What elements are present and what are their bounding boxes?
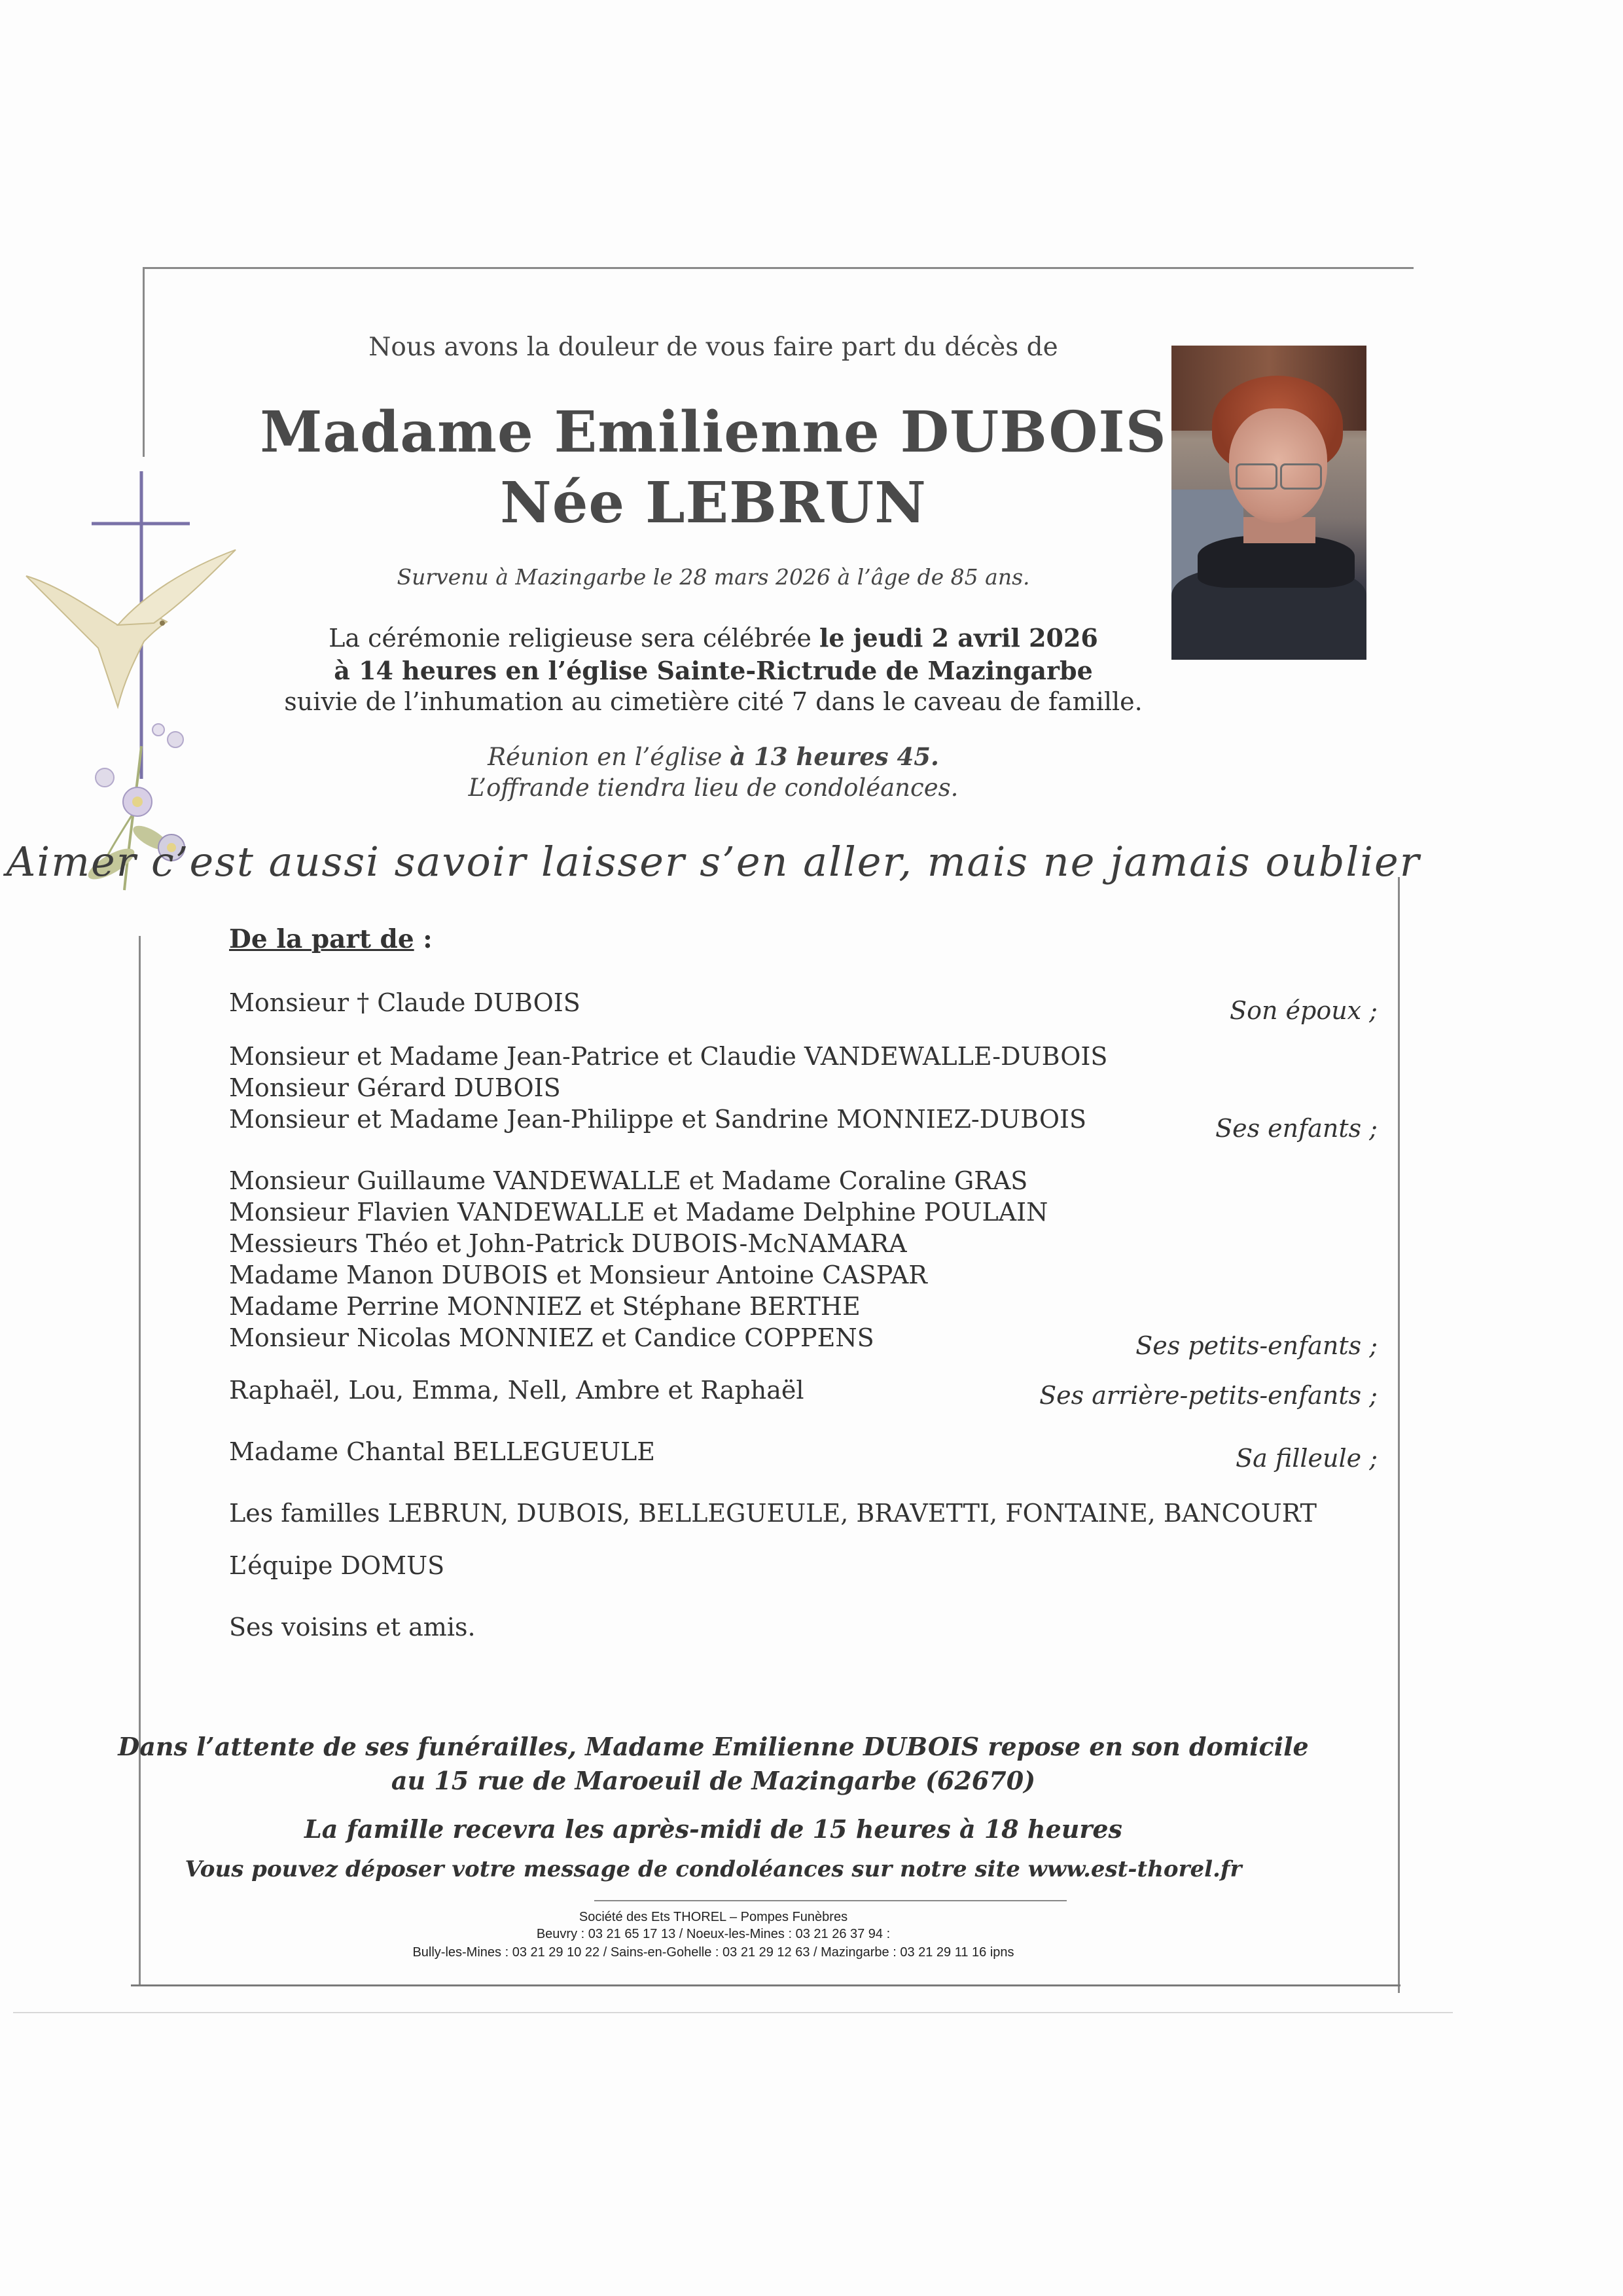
maiden-name: Née LEBRUN: [500, 470, 927, 536]
family-line: Monsieur et Madame Jean-Philippe et Sandrine MONNIEZ-DUBOIS: [229, 1105, 1087, 1134]
relation-label: Ses arrière-petits-enfants ;: [1039, 1381, 1378, 1410]
offrande-text: L’offrande tiendra lieu de condoléances.: [468, 774, 959, 802]
family-line: Monsieur et Madame Jean-Patrice et Claudie VANDEWALLE-DUBOIS: [229, 1042, 1108, 1071]
memorial-quote: Aimer c’est aussi savoir laisser s’en aller, mais ne jamais oublier: [6, 838, 1421, 886]
company-phones-1: Beuvry : 03 21 65 17 13 / Noeux-les-Mines : 03 21 26 37 94 :: [536, 1927, 891, 1941]
family-line: Ses voisins et amis.: [229, 1613, 476, 1641]
family-line: Monsieur Guillaume VANDEWALLE et Madame Coraline GRAS: [229, 1166, 1028, 1195]
company-name: Société des Ets THOREL – Pompes Funèbres: [579, 1910, 848, 1924]
family-line: Monsieur Nicolas MONNIEZ et Candice COPPENS: [229, 1323, 874, 1352]
family-line: Monsieur † Claude DUBOIS: [229, 988, 580, 1017]
family-line: Les familles LEBRUN, DUBOIS, BELLEGUEULE, BRAVETTI, FONTAINE, BANCOURT: [229, 1499, 1317, 1528]
ceremony-line-1: La cérémonie religieuse sera célébrée le jeudi 2 avril 2026: [329, 623, 1098, 653]
deceased-name: Madame Emilienne DUBOIS: [260, 399, 1167, 465]
funeral-line-3: La famille recevra les après-midi de 15 heures à 18 heures: [304, 1814, 1122, 1844]
intro-text: Nous avons la douleur de vous faire part du décès de: [368, 332, 1058, 362]
reunion-text: Réunion en l’église à 13 heures 45.: [488, 742, 939, 771]
relation-label: Son époux ;: [1230, 996, 1378, 1025]
funeral-line-2: au 15 rue de Maroeuil de Mazingarbe (62670): [391, 1766, 1036, 1795]
family-line: Madame Perrine MONNIEZ et Stéphane BERTHE: [229, 1292, 861, 1321]
footer-separator: [594, 1900, 1067, 1901]
family-line: Madame Chantal BELLEGUEULE: [229, 1437, 655, 1466]
scan-edge-line: [13, 2012, 1453, 2013]
relation-label: Ses petits-enfants ;: [1135, 1331, 1378, 1360]
family-line: Monsieur Flavien VANDEWALLE et Madame Delphine POULAIN: [229, 1198, 1048, 1227]
funeral-line-1: Dans l’attente de ses funérailles, Madame Emilienne DUBOIS repose en son domicile: [118, 1732, 1309, 1761]
family-line: Raphaël, Lou, Emma, Nell, Ambre et Raphaël: [229, 1376, 804, 1405]
family-line: Madame Manon DUBOIS et Monsieur Antoine CASPAR: [229, 1261, 927, 1289]
family-header: De la part de :: [229, 924, 433, 954]
relation-label: Sa filleule ;: [1236, 1444, 1378, 1473]
family-line: Monsieur Gérard DUBOIS: [229, 1073, 561, 1102]
family-line: L’équipe DOMUS: [229, 1551, 445, 1580]
condolence-website-line: Vous pouvez déposer votre message de condoléances sur notre site www.est-thorel.fr: [185, 1856, 1242, 1882]
death-info: Survenu à Mazingarbe le 28 mars 2026 à l’âge de 85 ans.: [397, 564, 1030, 590]
ceremony-line-3: suivie de l’inhumation au cimetière cité 7 dans le caveau de famille.: [284, 687, 1143, 716]
frame-bottom-border: [131, 1984, 1400, 1986]
relation-label: Ses enfants ;: [1215, 1114, 1378, 1143]
frame-top-border: [143, 267, 1414, 269]
family-line: Messieurs Théo et John-Patrick DUBOIS-McNAMARA: [229, 1229, 907, 1258]
company-phones-2: Bully-les-Mines : 03 21 29 10 22 / Sains-en-Gohelle : 03 21 29 12 63 / Mazingarbe : 03 21 29 11 16 ipns: [412, 1945, 1014, 1960]
ceremony-line-2: à 14 heures en l’église Sainte-Rictrude de Mazingarbe: [334, 656, 1093, 685]
